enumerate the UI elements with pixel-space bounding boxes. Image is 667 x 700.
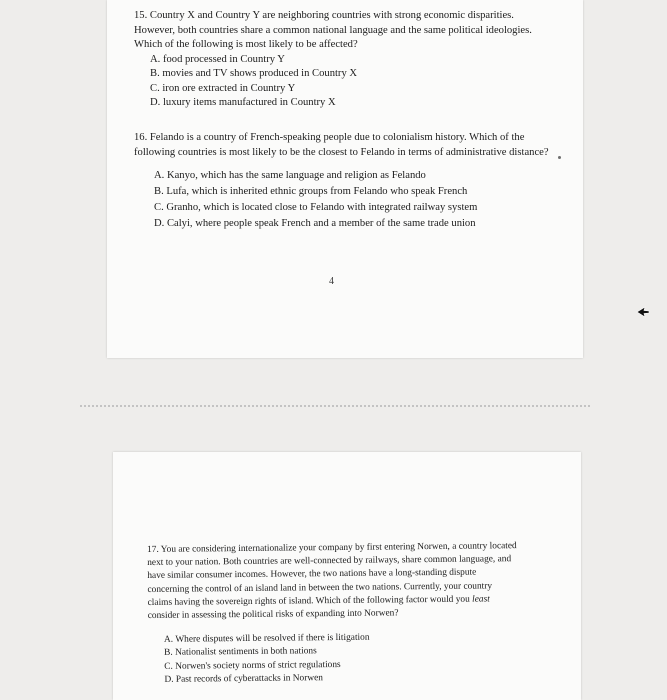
mouse-pointer-icon: [636, 305, 650, 319]
question-17-options: [148, 630, 519, 687]
question-17-option-d: D. Past records of cyberattacks in Norwen: [164, 672, 324, 685]
page-break-divider: [80, 405, 590, 407]
question-15-option-d: D. luxury items manufactured in Country X: [150, 97, 336, 108]
question-17: [147, 540, 518, 687]
question-15-options: [134, 53, 552, 111]
question-16-option-c: C. Granho, which is located close to Felando with integrated railway system: [154, 202, 478, 213]
question-15-stem: 15. Country X and Country Y are neighboring countries with strong economic disparities. However, both countries share a common national language and the same political ideologies. Which of the following is most likely to be affected?: [134, 10, 532, 50]
question-16: [134, 131, 552, 232]
question-15: [134, 9, 552, 111]
question-17-stem-text-2: consider in assessing the political risks of expanding into Norwen?: [147, 608, 399, 622]
question-16-stem: 16. Felando is a country of French-speaking people due to colonialism history. Which of the following countries is most likely to be the closest to Felando in terms of administrative distance?: [134, 132, 549, 158]
question-17-option-a: A. Where disputes will be resolved if there is litigation: [163, 632, 370, 646]
question-16-option-a: A. Kanyo, which has the same language and religion as Felando: [154, 170, 426, 181]
question-17-stem-emphasis: least: [472, 594, 490, 605]
question-16-option-b: B. Lufa, which is inherited ethnic groups from Felando who speak French: [154, 186, 468, 197]
stray-mark-dot: [558, 156, 561, 159]
question-15-option-b: B. movies and TV shows produced in Country X: [150, 68, 358, 79]
question-17-stem-text-1: 17. You are considering internationalize your company by first entering Norwen, a country located next to your nation. Both countries are well-connected by railways, share common language, and have similar consumer incomes. However, the two nations have a long-standing dispute concerning the control of an island land in between the two nations. Currently, your country claims having the sovereign rights of island. Which of the following factor would you: [147, 541, 517, 608]
question-16-option-d: D. Calyi, where people speak French and a member of the same trade union: [154, 218, 476, 229]
question-17-option-b: B. Nationalist sentiments in both nations: [164, 646, 317, 659]
question-17-stem: [147, 540, 518, 623]
question-15-option-a: A. food processed in Country Y: [150, 53, 285, 65]
question-15-option-c: C. iron ore extracted in Country Y: [150, 82, 296, 94]
question-17-option-c: C. Norwen's society norms of strict regulations: [164, 659, 341, 672]
page-number: 4: [329, 276, 334, 287]
question-16-options: [134, 168, 552, 232]
